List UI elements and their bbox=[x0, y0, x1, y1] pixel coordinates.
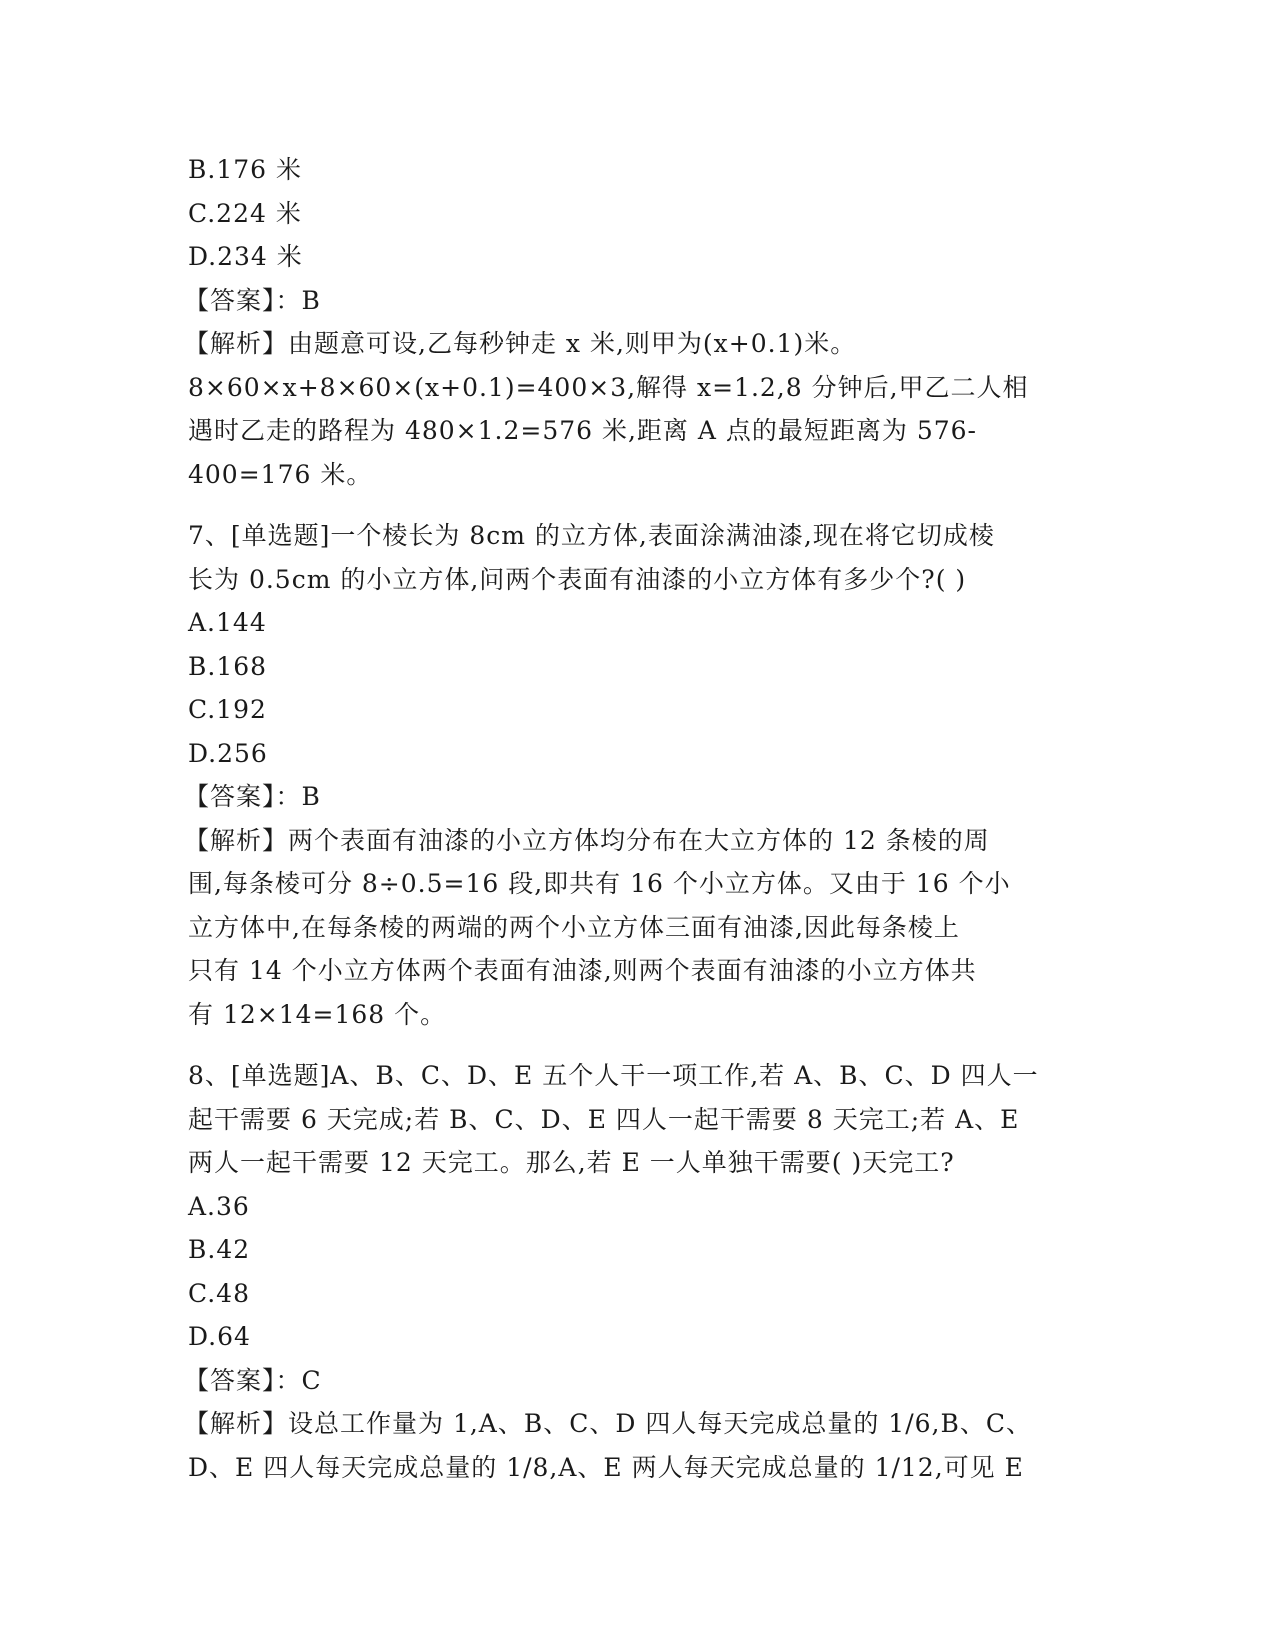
analysis-line: 400=176 米。 bbox=[188, 459, 373, 489]
option-line: B.168 bbox=[188, 651, 268, 681]
document-content bbox=[184, 148, 1088, 1489]
answer-line: 【答案】：C bbox=[184, 1365, 322, 1395]
analysis-line: 遇时乙走的路程为 480×1.2=576 米,距离 A 点的最短距离为 576- bbox=[188, 416, 977, 445]
question-8-block bbox=[184, 1054, 1088, 1489]
option-line: D.234 米 bbox=[188, 242, 303, 271]
option-line: D.256 bbox=[188, 738, 268, 768]
analysis-line: 围,每条棱可分 8÷0.5=16 段,即共有 16 个小立方体。又由于 16 个小 bbox=[188, 869, 1011, 898]
analysis-line: 只有 14 个小立方体两个表面有油漆,则两个表面有油漆的小立方体共 bbox=[188, 956, 977, 985]
question-stem-line: 长为 0.5cm 的小立方体,问两个表面有油漆的小立方体有多少个?( ) bbox=[188, 564, 967, 594]
analysis-line: 立方体中,在每条棱的两端的两个小立方体三面有油漆,因此每条棱上 bbox=[188, 912, 960, 942]
option-line: B.176 米 bbox=[188, 155, 302, 184]
option-line: B.42 bbox=[188, 1235, 251, 1264]
question-stem-line: 8、[单选题]A、B、C、D、E 五个人干一项工作,若 A、B、C、D 四人一 bbox=[188, 1061, 1039, 1090]
analysis-line: 【解析】由题意可设,乙每秒钟走 x 米,则甲为(x+0.1)米。 bbox=[184, 329, 857, 358]
option-line: D.64 bbox=[188, 1322, 251, 1351]
analysis-line: 【解析】两个表面有油漆的小立方体均分布在大立方体的 12 条棱的周 bbox=[184, 825, 990, 855]
option-line: C.192 bbox=[188, 695, 267, 724]
option-line: C.224 米 bbox=[188, 198, 302, 228]
question-stem-line: 7、[单选题]一个棱长为 8cm 的立方体,表面涂满油漆,现在将它切成棱 bbox=[188, 521, 995, 550]
analysis-line: 有 12×14=168 个。 bbox=[188, 999, 447, 1029]
answer-line: 【答案】：B bbox=[184, 782, 321, 811]
question-stem-line: 起干需要 6 天完成;若 B、C、D、E 四人一起干需要 8 天完工;若 A、E bbox=[188, 1104, 1020, 1134]
answer-line: 【答案】：B bbox=[184, 285, 321, 315]
analysis-line: 【解析】设总工作量为 1,A、B、C、D 四人每天完成总量的 1/6,B、C、 bbox=[184, 1409, 1032, 1438]
question-7-block bbox=[184, 514, 1088, 1036]
option-line: A.144 bbox=[188, 608, 267, 637]
analysis-line: 8×60×x+8×60×(x+0.1)=400×3,解得 x=1.2,8 分钟后,甲乙二人相 bbox=[188, 372, 1029, 402]
option-line: A.36 bbox=[188, 1191, 250, 1221]
question-stem-line: 两人一起干需要 12 天完工。那么,若 E 一人单独干需要( )天完工? bbox=[188, 1148, 955, 1177]
option-line: C.48 bbox=[188, 1278, 250, 1308]
analysis-line: D、E 四人每天完成总量的 1/8,A、E 两人每天完成总量的 1/12,可见 E bbox=[188, 1452, 1024, 1482]
prev-question-block bbox=[184, 148, 1088, 496]
